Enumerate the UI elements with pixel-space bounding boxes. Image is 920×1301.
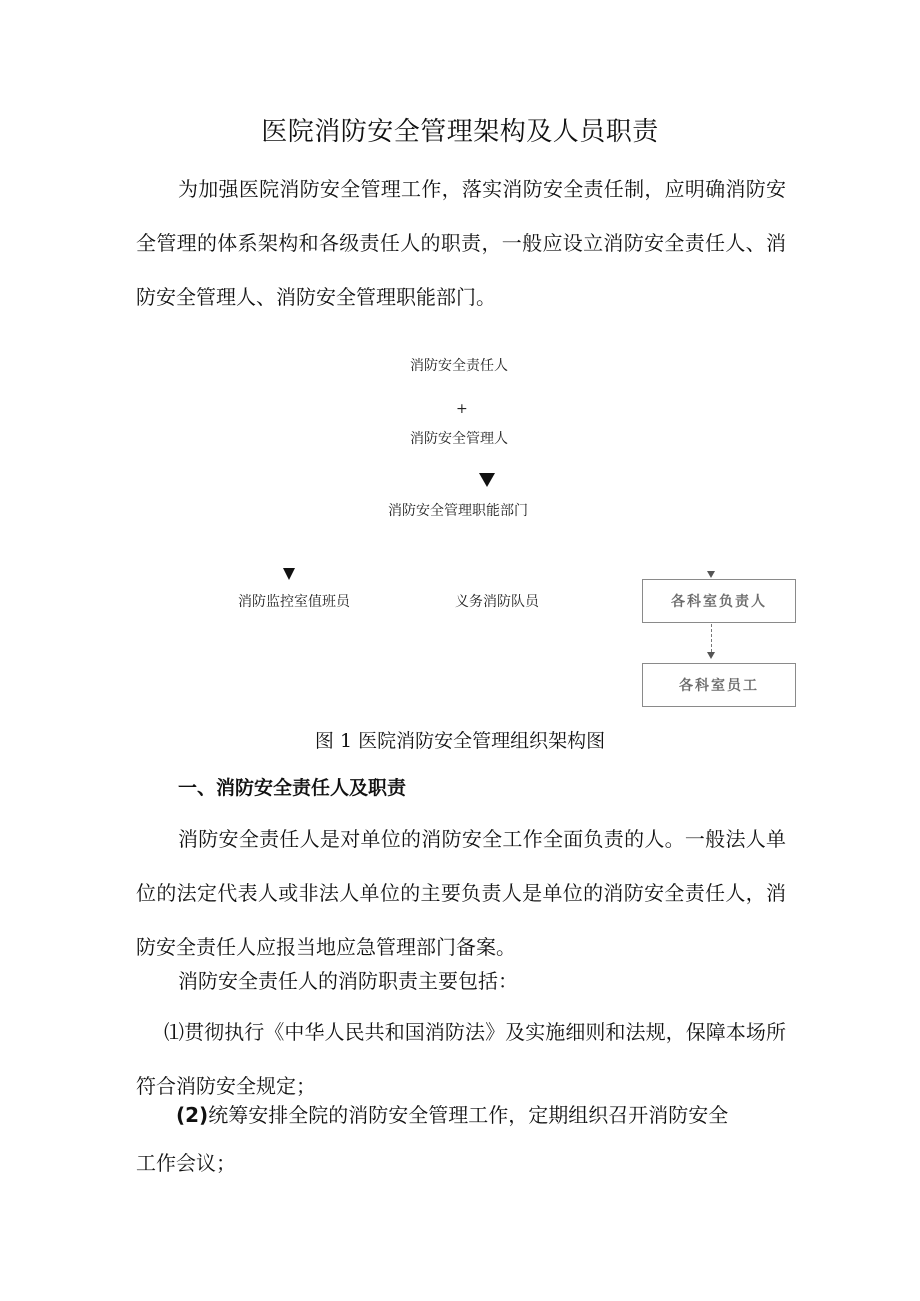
node-department-heads — [642, 579, 796, 623]
department-heads-label: 各科室负责人 — [671, 594, 767, 610]
arrow-down-icon — [283, 568, 295, 580]
node-fire-safety-manager: 消防安全管理人 — [410, 431, 508, 447]
arrow-down-icon — [707, 652, 715, 659]
intro-paragraph: 为加强医院消防安全管理工作，落实消防安全责任制，应明确消防安全管理的体系架构和各级责任人的职责，一般应设立消防安全责任人、消防安全管理人、消防安全管理职能部门。 — [136, 177, 786, 309]
node-volunteer-firefighters: 义务消防队员 — [455, 594, 539, 610]
section-heading: 一、消防安全责任人及职责 — [178, 777, 407, 799]
connector-line — [711, 624, 712, 652]
arrow-down-icon — [707, 571, 715, 578]
node-management-department: 消防安全管理职能部门 — [388, 503, 528, 519]
section1-paragraph-1: 消防安全责任人是对单位的消防安全工作全面负责的人。一般法人单位的法定代表人或非法人单位的主要负责人是单位的消防安全责任人，消防安全责任人应报当地应急管理部门备案。 — [136, 827, 786, 959]
list-item-1: ⑴贯彻执行《中华人民共和国消防法》及实施细则和法规，保障本场所符合消防安全规定； — [136, 1020, 786, 1098]
arrow-down-icon — [479, 473, 495, 487]
page-title: 医院消防安全管理架构及人员职责 — [261, 117, 659, 147]
list-item-2-line-2: 工作会议； — [136, 1151, 236, 1175]
plus-sign: + — [456, 401, 468, 417]
section1-paragraph-2: 消防安全责任人的消防职责主要包括： — [178, 969, 518, 993]
node-monitor-room-staff: 消防监控室值班员 — [238, 594, 350, 610]
department-staff-label: 各科室员工 — [679, 678, 759, 694]
node-department-staff — [642, 663, 796, 707]
node-fire-safety-responsible: 消防安全责任人 — [410, 358, 508, 374]
list-item-2 — [136, 1088, 786, 1190]
list-item-2-line-1 — [136, 1088, 786, 1142]
list-item-2-text: 统筹安排全院的消防安全管理工作，定期组织召开消防安全 — [208, 1103, 729, 1127]
list-item-2-number: (2) — [176, 1103, 209, 1127]
figure-caption: 图 1 医院消防安全管理组织架构图 — [314, 730, 606, 752]
